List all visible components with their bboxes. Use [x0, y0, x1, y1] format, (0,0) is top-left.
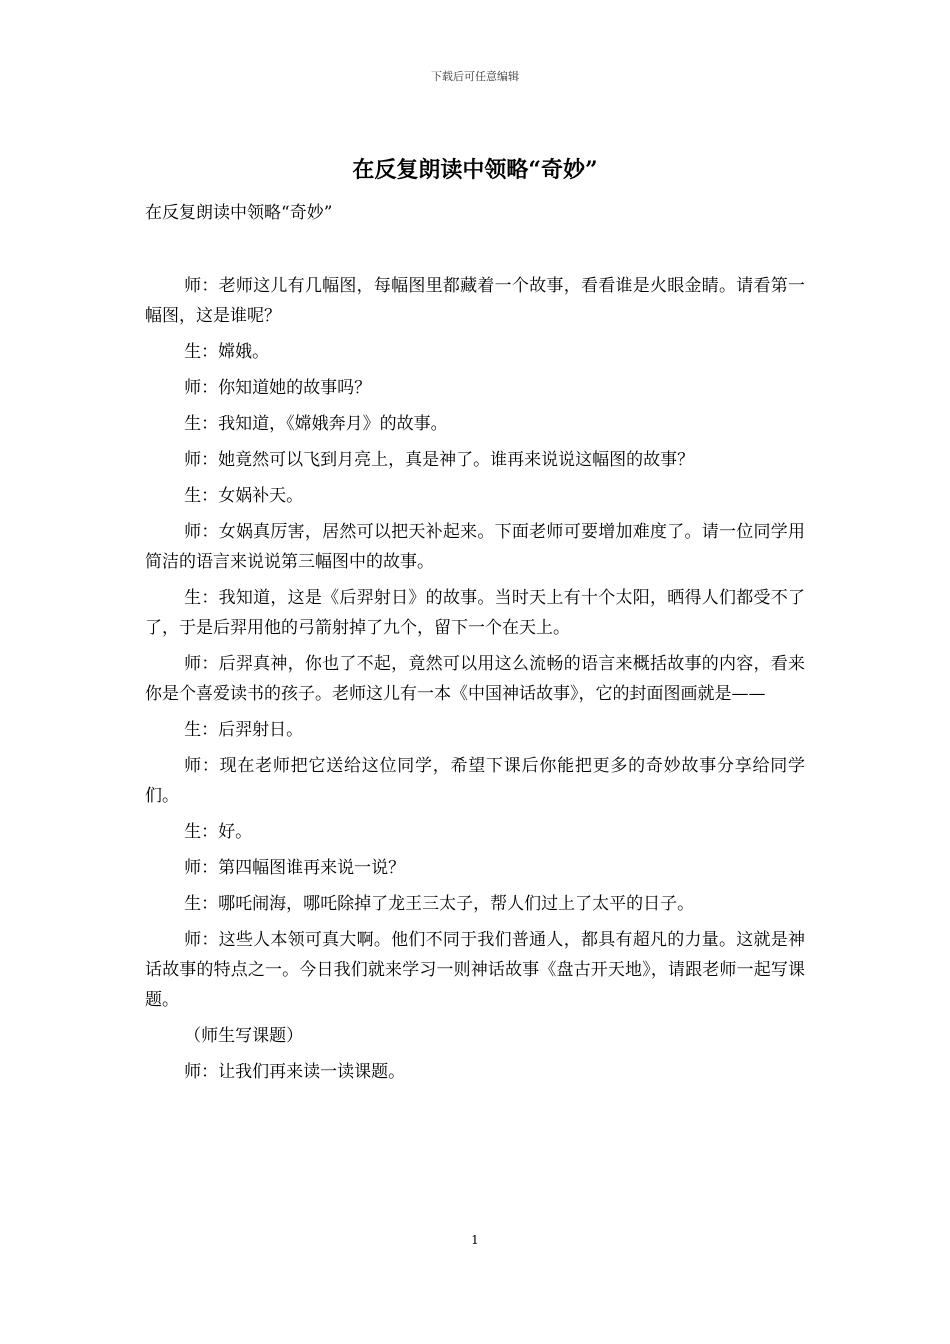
page-number: 1	[471, 1233, 479, 1247]
paragraph: 生：好。	[184, 822, 253, 842]
paragraph: 师：现在老师把它送给这位同学，希望下课后你能把更多的奇妙故事分享给同学们。	[145, 756, 805, 806]
paragraph: 师：老师这儿有几幅图，每幅图里都藏着一个故事，看看谁是火眼金睛。请看第一幅图，这是谁呢？	[145, 276, 805, 326]
document-subtitle: 在反复朗读中领略“奇妙”	[145, 203, 333, 223]
paragraph: 师：她竟然可以飞到月亮上，真是神了。谁再来说说这幅图的故事？	[184, 450, 695, 470]
document-title: 在反复朗读中领略“奇妙”	[352, 157, 598, 183]
paragraph: 生：哪吒闹海，哪吒除掉了龙王三太子，帮人们过上了太平的日子。	[184, 894, 695, 914]
header-note: 下载后可任意编辑	[431, 70, 519, 83]
paragraph: 生：嫦娥。	[184, 342, 270, 362]
paragraph: 生：我知道，这是《后羿射日》的故事。当时天上有十个太阳，晒得人们都受不了了，于是后羿用他的弓箭射掉了九个，留下一个在天上。	[145, 588, 805, 638]
paragraph: 生：我知道，《嫦娥奔月》的故事。	[184, 414, 448, 434]
paragraph: 师：女娲真厉害，居然可以把天补起来。下面老师可要增加难度了。请一位同学用简洁的语言来说说第三幅图中的故事。	[145, 522, 805, 572]
paragraph: 师：这些人本领可真大啊。他们不同于我们普通人，都具有超凡的力量。这就是神话故事的特点之一。今日我们就来学习一则神话故事《盘古开天地》，请跟老师一起写课题。	[145, 930, 805, 1010]
paragraph: 师：让我们再来读一读课题。	[184, 1062, 406, 1082]
paragraph: 生：后羿射日。	[184, 720, 304, 740]
paragraph: 师：第四幅图谁再来说一说？	[184, 858, 406, 878]
paragraph: 师：后羿真神，你也了不起，竟然可以用这么流畅的语言来概括故事的内容，看来你是个喜爱读书的孩子。老师这儿有一本《中国神话故事》，它的封面图画就是——	[145, 654, 805, 704]
paragraph: （师生写课题）	[184, 1026, 304, 1046]
paragraph: 师：你知道她的故事吗？	[184, 378, 372, 398]
document-body	[145, 271, 805, 1093]
paragraph: 生：女娲补天。	[184, 486, 304, 506]
